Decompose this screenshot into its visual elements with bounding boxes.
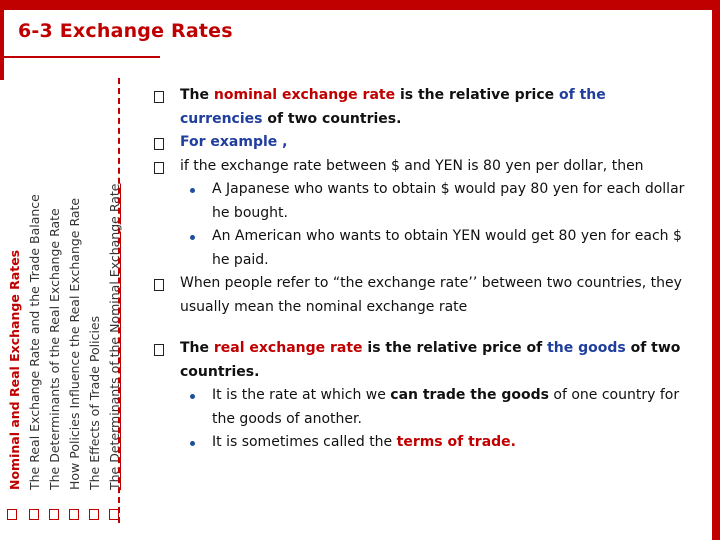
bullet-refer: When people refer to “the exchange rate’’ between two countries, they usually mean the nominal exchange rate [148, 272, 693, 319]
left-border [0, 0, 4, 80]
dot-bullet-icon [190, 394, 195, 399]
bullet-nominal: The nominal exchange rate is the relative price of the currencies of two countries. [148, 84, 693, 131]
dot-bullet-icon [190, 235, 195, 240]
sub-bullet-terms-of-trade: It is sometimes called the terms of trade. [148, 431, 693, 455]
square-bullet-icon [154, 344, 164, 356]
square-bullet-icon [154, 162, 164, 174]
sub-bullet-american: An American who wants to obtain YEN would get 80 yen for each $ he paid. [148, 225, 693, 272]
nav-checkbox-icon[interactable] [69, 509, 79, 520]
slide: 6-3 Exchange Rates Nominal and Real Exchange Rates The Real Exchange Rate and the Trade Balance The Determinants of the Real Exchange Rate How Policies Influence the Real Exchange Rate The Effects of Trade Policies The Determinants of the Nominal Exchange Rate The nominal exchange rate is the relative price of the currencies of two countries. For example , if the exchange rate between $ and YEN is 80 yen per dollar, then A Japanese who wants to obtain $ would pay 80 yen for each dollar he bought. An American who wants to obtain YEN would get 80 yen for each $ he paid. When people refer to “the exchange rate’’ between two countries, they usually mean the nominal exchange rate The real exchange rate is the relative price of the goods of two countries. It is the rate at which we can trade the goods of one country for the goods of another. It is sometimes called the terms of trade. [0, 0, 720, 540]
dot-bullet-icon [190, 188, 195, 193]
nav-checkbox-icon[interactable] [89, 509, 99, 520]
nav-checkbox-icon[interactable] [29, 509, 39, 520]
bullet-for-example: For example , [148, 131, 693, 155]
square-bullet-icon [154, 279, 164, 291]
nav-checkbox-icon[interactable] [7, 509, 17, 520]
bullet-exchange-example: if the exchange rate between $ and YEN is 80 yen per dollar, then [148, 155, 693, 179]
dot-bullet-icon [190, 441, 195, 446]
title-underline [0, 56, 160, 58]
sub-bullet-trade-goods: It is the rate at which we can trade the goods of one country for the goods of another. [148, 384, 693, 431]
square-bullet-icon [154, 91, 164, 103]
main-content [148, 84, 693, 455]
sub-bullet-japanese: A Japanese who wants to obtain $ would pay 80 yen for each dollar he bought. [148, 178, 693, 225]
nav-checkbox-icon[interactable] [49, 509, 59, 520]
nav-divider [118, 78, 120, 523]
top-border [0, 0, 720, 10]
right-border [712, 0, 720, 540]
slide-title: 6-3 Exchange Rates [18, 20, 233, 42]
bullet-real: The real exchange rate is the relative price of the goods of two countries. [148, 337, 693, 384]
square-bullet-icon [154, 138, 164, 150]
